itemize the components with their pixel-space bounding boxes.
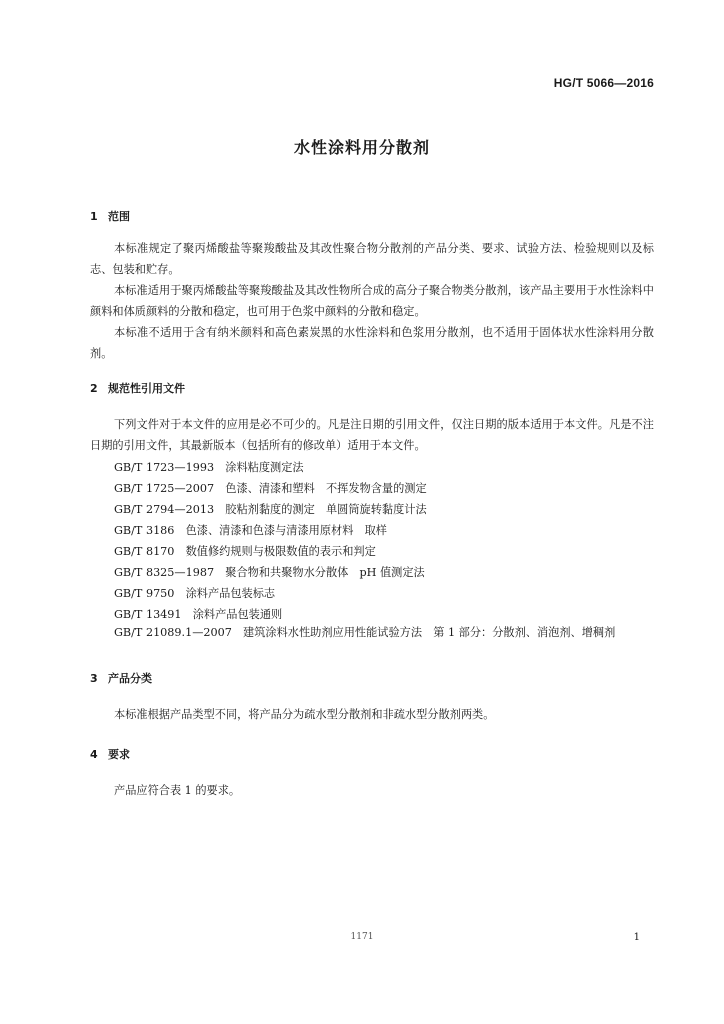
section-2-heading <box>90 380 185 396</box>
section-1-para-3: 本标准不适用于含有纳米颜料和高色素炭黑的水性涂料和色浆用分散剂，也不适用于固体状水性涂料用分散剂。 <box>90 326 654 360</box>
section-title: 要求 <box>108 748 130 761</box>
section-title: 规范性引用文件 <box>108 382 185 395</box>
standard-code: HG/T 5066—2016 <box>553 76 654 90</box>
reference-item: GB/T 13491 涂料产品包装通则 <box>114 608 283 621</box>
section-1-heading <box>90 208 130 224</box>
reference-item: GB/T 8325—1987 聚合物和共聚物水分散体 pH 值测定法 <box>114 566 425 579</box>
reference-item: GB/T 1723—1993 涂料粘度测定法 <box>114 461 304 474</box>
footer-code: 1171 <box>350 932 374 942</box>
section-2-intro: 下列文件对于本文件的应用是必不可少的。凡是注日期的引用文件，仅注日期的版本适用于本文件。凡是不注日期的引用文件，其最新版本（包括所有的修改单）适用于本文件。 <box>90 418 654 452</box>
section-number: 4 <box>90 748 98 761</box>
section-number: 2 <box>90 382 98 395</box>
reference-item: GB/T 9750 涂料产品包装标志 <box>114 587 276 600</box>
reference-item: GB/T 1725—2007 色漆、清漆和塑料 不挥发物含量的测定 <box>114 482 427 495</box>
reference-item: GB/T 21089.1—2007 建筑涂料水性助剂应用性能试验方法 第 1 部分：分散剂、消泡剂、增稠剂 <box>114 626 616 639</box>
section-number: 1 <box>90 210 98 223</box>
section-3-heading <box>90 670 152 686</box>
section-title: 范围 <box>108 210 130 223</box>
reference-item: GB/T 3186 色漆、清漆和色漆与清漆用原材料 取样 <box>114 524 387 537</box>
reference-item: GB/T 2794—2013 胶粘剂黏度的测定 单圆筒旋转黏度计法 <box>114 503 427 516</box>
document-title: 水性涂料用分散剂 <box>293 138 430 157</box>
page-number: 1 <box>633 932 640 943</box>
section-1-para-2: 本标准适用于聚丙烯酸盐等聚羧酸盐及其改性物所合成的高分子聚合物类分散剂，该产品主要用于水性涂料中颜料和体质颜料的分散和稳定，也可用于色浆中颜料的分散和稳定。 <box>90 284 654 318</box>
reference-item: GB/T 8170 数值修约规则与极限数值的表示和判定 <box>114 545 376 558</box>
section-3-para: 本标准根据产品类型不同，将产品分为疏水型分散剂和非疏水型分散剂两类。 <box>114 708 495 721</box>
section-4-para: 产品应符合表 1 的要求。 <box>114 784 241 797</box>
section-number: 3 <box>90 672 98 685</box>
section-1-para-1: 本标准规定了聚丙烯酸盐等聚羧酸盐及其改性聚合物分散剂的产品分类、要求、试验方法、检验规则以及标志、包装和贮存。 <box>90 242 654 276</box>
section-title: 产品分类 <box>108 672 152 685</box>
section-4-heading <box>90 746 130 762</box>
